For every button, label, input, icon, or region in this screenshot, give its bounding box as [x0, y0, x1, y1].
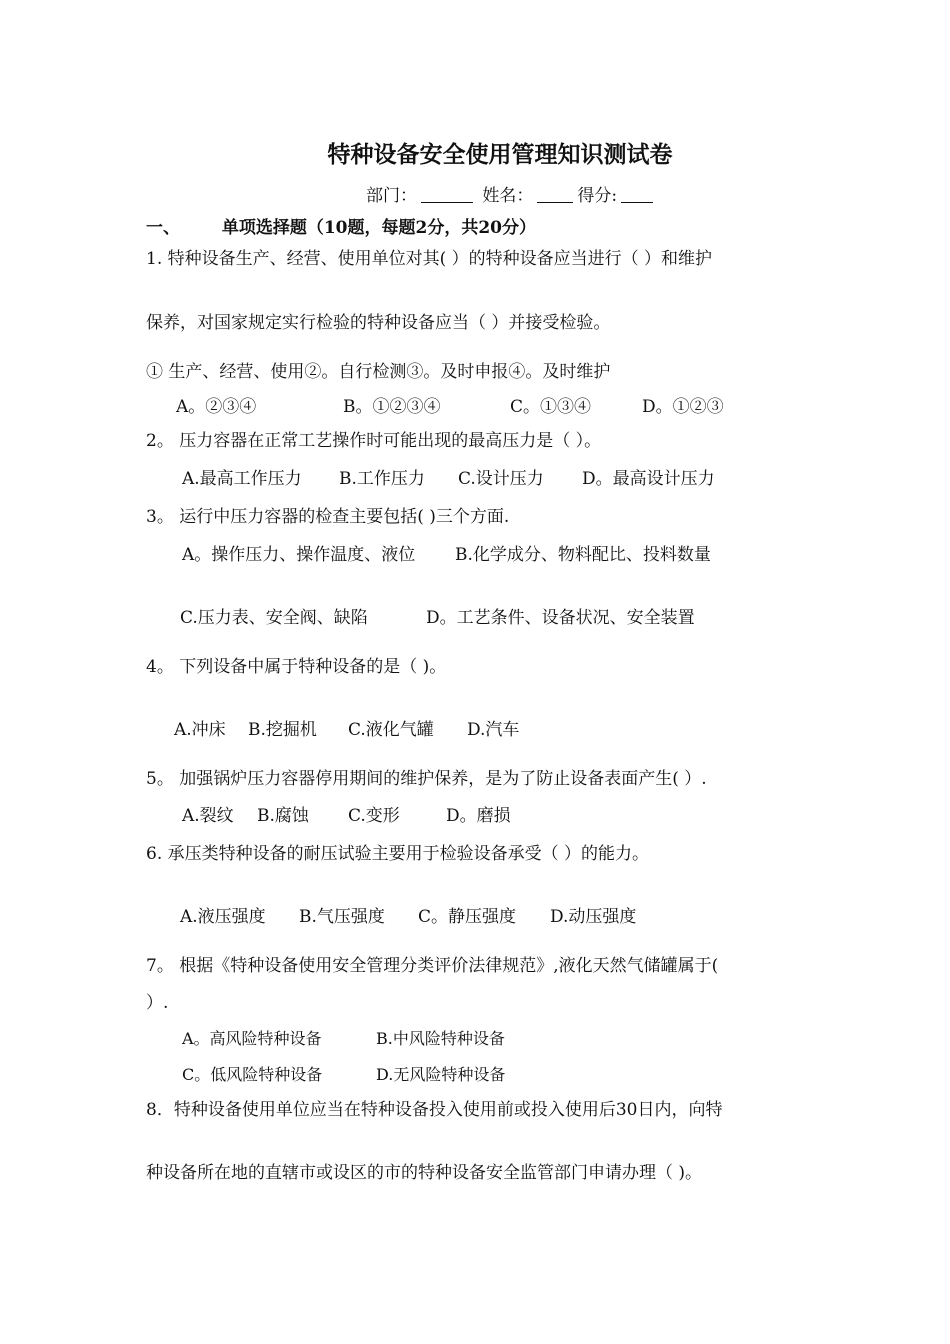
- question-5-option-a: A.裂纹: [182, 806, 234, 826]
- section-title: 单项选择题（10题，每题2分，共20分）: [221, 218, 536, 238]
- question-7-line-1: 7。 根据《特种设备使用安全管理分类评价法律规范》,液化天然气储罐属于(: [146, 956, 719, 976]
- question-4-option-c: C.液化气罐: [348, 720, 434, 740]
- question-5-option-c: C.变形: [348, 806, 400, 826]
- question-3-option-b: B.化学成分、物料配比、投料数量: [455, 545, 711, 565]
- question-1-option-d: D。①②③: [642, 397, 724, 417]
- name-label: 姓名：: [482, 186, 534, 206]
- question-1-line-1: 1. 特种设备生产、经营、使用单位对其( ）的特种设备应当进行（ ）和维护: [146, 249, 713, 269]
- question-5-option-d: D。磨损: [446, 806, 511, 826]
- question-1-option-a: A。②③④: [176, 397, 257, 417]
- question-4-option-d: D.汽车: [467, 720, 520, 740]
- question-3-line-1: 3。 运行中压力容器的检查主要包括( )三个方面.: [146, 507, 510, 527]
- question-7-line-2: ）.: [146, 993, 169, 1013]
- section-number: 一、: [146, 218, 180, 238]
- question-5-line-1: 5。 加强锅炉压力容器停用期间的维护保养，是为了防止设备表面产生( ）.: [146, 769, 707, 789]
- page-title: 特种设备安全使用管理知识测试卷: [327, 141, 673, 168]
- section-heading: [146, 216, 536, 240]
- question-6-option-a: A.液压强度: [180, 907, 266, 927]
- question-3-option-c: C.压力表、安全阀、缺陷: [180, 608, 368, 628]
- question-1-option-c: C。①③④: [510, 397, 592, 417]
- question-2-option-a: A.最高工作压力: [182, 469, 302, 489]
- question-4-option-b: B.挖掘机: [248, 720, 317, 740]
- score-blank: [621, 186, 653, 203]
- question-4-line-1: 4。 下列设备中属于特种设备的是（ )。: [146, 657, 447, 677]
- name-blank: [537, 186, 573, 203]
- question-6-option-b: B.气压强度: [299, 907, 385, 927]
- dept-label: 部门：: [366, 186, 417, 206]
- question-3-option-a: A。操作压力、操作温度、液位: [182, 545, 416, 565]
- question-2-option-b: B.工作压力: [339, 469, 425, 489]
- question-2-option-d: D。最高设计压力: [582, 469, 715, 489]
- question-5-option-b: B.腐蚀: [257, 806, 309, 826]
- dept-blank: [421, 186, 473, 203]
- question-7-option-a: A。高风险特种设备: [182, 1029, 322, 1048]
- score-label: 得分:: [577, 186, 618, 206]
- question-6-line-1: 6. 承压类特种设备的耐压试验主要用于检验设备承受（ ）的能力。: [146, 844, 650, 864]
- question-3-option-d: D。工艺条件、设备状况、安全装置: [426, 608, 695, 628]
- question-7-option-d: D.无风险特种设备: [376, 1065, 506, 1084]
- exam-header-fields: [366, 181, 657, 206]
- question-2-option-c: C.设计压力: [458, 469, 544, 489]
- question-8-line-1: 8．特种设备使用单位应当在特种设备投入使用前或投入使用后30日内，向特: [146, 1100, 723, 1120]
- question-1-option-b: B。①②③④: [343, 397, 441, 417]
- question-7-option-c: C。低风险特种设备: [182, 1065, 323, 1084]
- question-2-line-1: 2。 压力容器在正常工艺操作时可能出现的最高压力是（ ）。: [146, 431, 602, 451]
- question-1-line-2: 保养，对国家规定实行检验的特种设备应当（ ）并接受检验。: [146, 313, 611, 333]
- question-7-option-b: B.中风险特种设备: [376, 1029, 505, 1048]
- question-6-option-c: C。静压强度: [418, 907, 517, 927]
- question-1-line-3: ① 生产、经营、使用②。自行检测③。及时申报④。及时维护: [146, 362, 611, 382]
- question-6-option-d: D.动压强度: [550, 907, 637, 927]
- question-8-line-2: 种设备所在地的直辖市或设区的市的特种设备安全监管部门申请办理（ )。: [146, 1163, 703, 1183]
- question-4-option-a: A.冲床: [174, 720, 226, 740]
